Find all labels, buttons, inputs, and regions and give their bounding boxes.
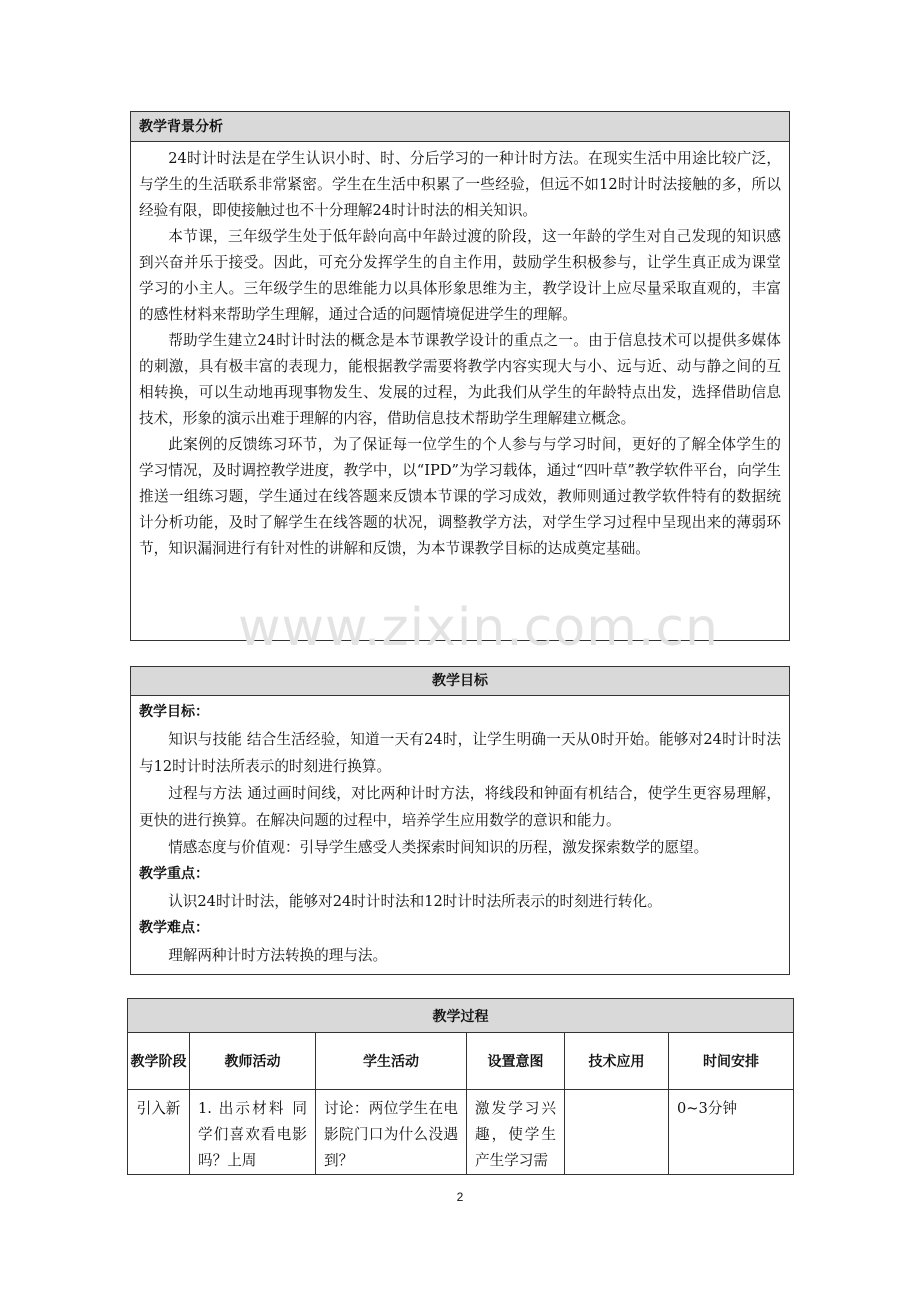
- background-paragraph: 24时计时法是在学生认识小时、时、分后学习的一种计时方法。在现实生活中用途比较广泛，与学生的生活联系非常紧密。学生在生活中积累了一些经验，但远不如12时计时法接触的多，所以经验有限，即使接触过也不十分理解24时计时法的相关知识。: [139, 150, 781, 219]
- key-points-label: 教学重点：: [139, 866, 209, 882]
- time-cell: 0~3分钟: [669, 1090, 794, 1175]
- teaching-objectives-body: [131, 696, 789, 969]
- header-intent: 设置意图: [467, 1033, 565, 1090]
- objectives-label: 教学目标：: [139, 704, 209, 720]
- student-activity-cell: 讨论：两位学生在电影院门口为什么没遇到？: [316, 1090, 467, 1175]
- teaching-process-table: [127, 998, 794, 1175]
- background-analysis-title: 教学背景分析: [131, 112, 789, 142]
- header-time: 时间安排: [669, 1033, 794, 1090]
- teaching-process-title: 教学过程: [128, 999, 794, 1033]
- background-analysis-section: [130, 111, 790, 641]
- objective-item: 知识与技能 结合生活经验，知道一天有24时，让学生明确一天从0时开始。能够对24时计时法与12时计时法所表示的时刻进行换算。: [139, 731, 781, 775]
- teaching-objectives-section: [130, 666, 790, 975]
- teacher-activity-cell: 1. 出示材料 同学们喜欢看电影吗？上周: [190, 1090, 316, 1175]
- background-analysis-body: [131, 142, 789, 562]
- technology-cell: [565, 1090, 669, 1175]
- difficulties-label: 教学难点：: [139, 920, 209, 936]
- background-paragraph: 本节课，三年级学生处于低年龄向高中年龄过渡的阶段，这一年龄的学生对自己发现的知识感到兴奋并乐于接受。因此，可充分发挥学生的自主作用，鼓励学生积极参与，让学生真正成为课堂学习的小主人。三年级学生的思维能力以具体形象思维为主，教学设计上应尽量采取直观的，丰富的感性材料来帮助学生理解，通过合适的问题情境促进学生的理解。: [139, 228, 781, 323]
- background-paragraph: 帮助学生建立24时计时法的概念是本节课教学设计的重点之一。由于信息技术可以提供多媒体的刺激，具有极丰富的表现力，能根据教学需要将教学内容实现大与小、远与近、动与静之间的互相转换，可以生动地再现事物发生、发展的过程，为此我们从学生的年龄特点出发，选择借助信息技术，形象的演示出难于理解的内容，借助信息技术帮助学生理解建立概念。: [139, 332, 781, 427]
- header-teacher-activity: 教师活动: [190, 1033, 316, 1090]
- difficulties-text: 理解两种计时方法转换的理与法。: [168, 947, 388, 964]
- watermark: www.zixin.com.cn: [238, 598, 719, 658]
- key-points-text: 认识24时计时法，能够对24时计时法和12时计时法所表示的时刻进行转化。: [168, 893, 662, 910]
- header-student-activity: 学生活动: [316, 1033, 467, 1090]
- teaching-objectives-title: 教学目标: [131, 667, 789, 696]
- objective-item: 过程与方法 通过画时间线，对比两种计时方法，将线段和钟面有机结合，使学生更容易理解，更快的进行换算。在解决问题的过程中，培养学生应用数学的意识和能力。: [139, 785, 781, 829]
- header-technology: 技术应用: [565, 1033, 669, 1090]
- background-paragraph: 此案例的反馈练习环节，为了保证每一位学生的个人参与与学习时间，更好的了解全体学生的学习情况，及时调控教学进度，教学中，以“IPD”为学习载体，通过“四叶草”教学软件平台，向学生推送一组练习题，学生通过在线答题来反馈本节课的学习成效，教师则通过教学软件特有的数据统计分析功能，及时了解学生在线答题的状况，调整教学方法，对学生学习过程中呈现出来的薄弱环节，知识漏洞进行有针对性的讲解和反馈，为本节课教学目标的达成奠定基础。: [139, 436, 781, 557]
- page-number: 2: [456, 1190, 464, 1204]
- intent-cell: 激发学习兴趣，使学生产生学习需: [467, 1090, 565, 1175]
- table-row: [128, 1090, 794, 1175]
- stage-cell: 引入新: [128, 1090, 190, 1175]
- objective-item: 情感态度与价值观：引导学生感受人类探索时间知识的历程，激发探索数学的愿望。: [168, 839, 709, 856]
- header-stage: 教学阶段: [128, 1033, 190, 1090]
